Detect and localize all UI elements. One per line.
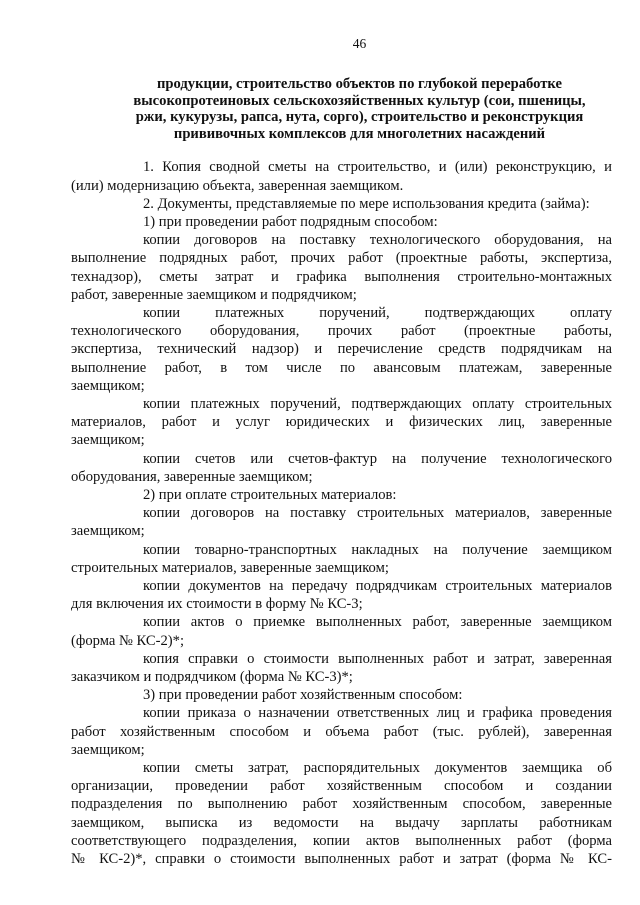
paragraph (71, 158, 612, 194)
heading-line: высокопротеиновых сельскохозяйственных культур (сои, пшеницы, (133, 92, 586, 109)
paragraph (71, 577, 612, 613)
paragraph-line: копии товарно-транспортных накладных на получение заемщиком (143, 541, 612, 558)
paragraph-line: 1. Копия сводной сметы на строительство, и (или) реконструкцию, и (143, 159, 612, 176)
paragraph-line: материалов, работ и услуг юридических и физических лиц, заверенные (71, 414, 612, 431)
paragraph-line: (форма № КС-2)*; (71, 632, 184, 649)
paragraph (107, 686, 612, 704)
paragraph-line: копии приказа о назначении ответственных лиц и графика проведения (143, 705, 612, 722)
document-page (71, 36, 612, 868)
paragraph-line: (или) модернизацию объекта, заверенная заемщиком. (71, 177, 404, 194)
paragraph-line: технологического оборудования, прочих работ (проектные работы, (71, 323, 612, 340)
paragraph-line: копии договоров на поставку строительных материалов, заверенные (143, 505, 612, 522)
paragraph-line: № КС-2)*, справки о стоимости выполненных работ и затрат (форма № КС- (71, 851, 612, 868)
paragraph (71, 504, 612, 540)
paragraph-line: работ хозяйственным способом и объема работ (тыс. рублей), заверенная (71, 723, 612, 740)
paragraph (71, 395, 612, 450)
paragraph-line: копии счетов или счетов-фактур на получение технологического (143, 450, 612, 467)
paragraph-line: 3) при проведении работ хозяйственным способом: (143, 687, 463, 704)
paragraph (107, 486, 612, 504)
paragraph-line: организации, проведении работ хозяйственным способом и создании (71, 778, 612, 795)
paragraph (71, 304, 612, 395)
paragraph (71, 613, 612, 649)
paragraph-line: копии платежных поручений, подтверждающих оплату (143, 305, 612, 321)
paragraph-line: подразделения по выполнению работ хозяйственным способом, заверенные (71, 796, 612, 813)
paragraph (71, 759, 612, 868)
paragraph-line: работ, заверенные заемщиком и подрядчиком; (71, 286, 357, 303)
paragraph-line: 2. Документы, представляемые по мере использования кредита (займа): (143, 195, 590, 212)
paragraph-line: заемщиком, выписка из ведомости на выдачу зарплаты работникам (71, 814, 612, 831)
paragraph-line: выполнение работ, в том числе по авансовым платежам, заверенные (71, 359, 612, 376)
paragraph-line: 2) при оплате строительных материалов: (143, 487, 397, 504)
heading-line: продукции, строительство объектов по глубокой переработке (157, 76, 562, 92)
paragraph (71, 231, 612, 304)
paragraph-line: копии документов на передачу подрядчикам строительных материалов (143, 578, 612, 595)
paragraph-line: копии платежных поручений, подтверждающих оплату строительных (143, 396, 612, 413)
body-text (71, 158, 612, 868)
paragraph (71, 650, 612, 686)
paragraph (107, 195, 612, 213)
paragraph-line: для включения их стоимости в форму № КС-3; (71, 596, 363, 613)
heading-line: ржи, кукурузы, рапса, нута, сорго), строительство и реконструкция (135, 109, 584, 126)
paragraph-line: соответствующего подразделения, копии актов выполненных работ (форма (71, 832, 612, 849)
heading-line: прививочных комплексов для многолетних насаждений (173, 125, 546, 142)
section-heading (107, 76, 612, 142)
paragraph-line: заемщиком; (71, 523, 145, 540)
paragraph-line: заемщиком; (71, 432, 145, 449)
paragraph-line: технадзор), сметы затрат и графика выполнения строительно-монтажных (71, 268, 612, 285)
paragraph-line: копия справки о стоимости выполненных работ и затрат, заверенная (143, 650, 612, 667)
paragraph-line: заемщиком; (71, 377, 145, 394)
paragraph-line: строительных материалов, заверенные заемщиком; (71, 559, 389, 576)
paragraph-line: копии договоров на поставку технологического оборудования, на (143, 232, 612, 249)
paragraph-line: экспертиза, технический надзор) и перечисление средств подрядчикам на (71, 341, 612, 358)
paragraph-line: заказчиком и подрядчиком (форма № КС-3)*; (71, 669, 353, 686)
paragraph-line: заемщиком; (71, 741, 145, 758)
paragraph-line: выполнение подрядных работ, прочих работ (проектные работы, экспертиза, (71, 250, 612, 267)
paragraph (71, 704, 612, 759)
paragraph (71, 541, 612, 577)
paragraph-line: копии актов о приемке выполненных работ, заверенные заемщиком (143, 614, 612, 631)
paragraph (107, 213, 612, 231)
paragraph-line: копии сметы затрат, распорядительных документов заемщика об (143, 760, 612, 777)
paragraph (71, 450, 612, 486)
paragraph-line: оборудования, заверенные заемщиком; (71, 468, 313, 485)
page-number: 46 (352, 36, 367, 51)
paragraph-line: 1) при проведении работ подрядным способом: (143, 213, 438, 230)
